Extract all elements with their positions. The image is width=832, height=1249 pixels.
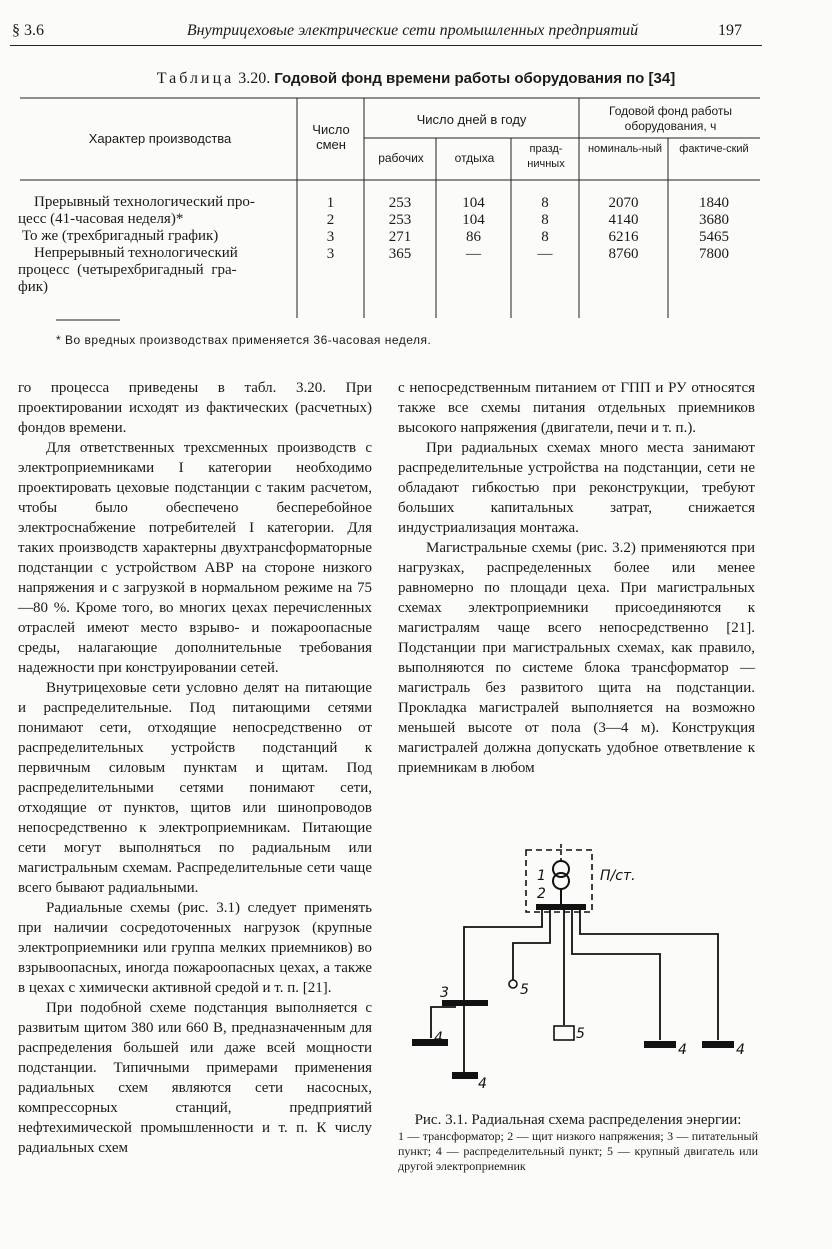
left-column [18, 378, 372, 1158]
lv-board [536, 904, 586, 910]
right-column [398, 378, 755, 778]
row1-holidays-b: 8 [541, 212, 549, 228]
running-title: Внутрицеховые электрические сети промышленных предприятий [186, 22, 639, 39]
row1-text-line2: цесс (41-часовая неделя)* [18, 211, 184, 227]
label-5: 5 [576, 1026, 585, 1042]
label-1: 1 [537, 868, 546, 884]
header-actual: фактиче-ский [679, 143, 749, 155]
figure-caption [398, 1112, 758, 1174]
row1-holidays-a: 8 [541, 195, 549, 211]
distribution-point-symbol [452, 1072, 478, 1079]
row2-nominal: 6216 [608, 229, 639, 245]
paragraph: При радиальных схемах много места занимают распределительные устройства на подстанции, сети не обладают гибкостью при реконструкции, требуют больших капитальных затрат, снижается индустриализация монтажа. [398, 440, 755, 536]
header-nominal: номиналь-ный [587, 143, 663, 155]
row1-shifts-a: 1 [326, 195, 335, 211]
header-fund: Годовой фонд работы оборудования, ч [609, 104, 732, 133]
paragraph: Внутрицеховые сети условно делят на питающие и распределительные. Под питающими сетями понимают сети, отходящие непосредственно от распределительных устройств подстанций к первичным силовым пунктам и щитам. Под распределительными сетями понимают сети, отходящие от пунктов, щитов или шинопроводов непосредственно к электроприемникам. Питающие сети могут выполняться по радиальным или магистральным схемам. Распределительные сети чаще всего бывают радиальными. [18, 680, 372, 896]
label-5: 5 [520, 982, 529, 998]
figure-caption-legend: 1 — трансформатор; 2 — щит низкого напряжения; 3 — питательный пункт; 4 — распределительный пункт; 5 — крупный двигатель или другой электроприемник [398, 1129, 758, 1173]
table-number: 3.20. [238, 70, 271, 87]
row3-text-line2: процесс (четырехбригадный гра- [18, 262, 237, 278]
row2-text: То же (трехбригадный график) [22, 228, 219, 244]
label-substation: П/ст. [600, 868, 636, 884]
row1-text-line1: Прерывный технологический про- [34, 194, 255, 210]
label-3: 3 [440, 985, 449, 1001]
header-days: Число дней в году [416, 112, 527, 127]
transformer-symbol [553, 861, 569, 904]
motor-symbol [509, 980, 517, 988]
row2-holidays: 8 [541, 229, 549, 245]
row1-working-b: 253 [388, 212, 412, 228]
section-number: § 3.6 [12, 22, 44, 39]
header-rest: отдыха [454, 151, 495, 165]
row3-rest: — [466, 246, 481, 262]
row1-actual-b: 3680 [699, 212, 729, 228]
label-4: 4 [736, 1042, 745, 1058]
page-number: 197 [718, 22, 742, 39]
row2-actual: 5465 [699, 229, 729, 245]
row1-actual-a: 1840 [699, 195, 729, 211]
header-holidays: празд-ничных [527, 143, 565, 170]
row1-rest-b: 104 [462, 212, 485, 228]
table-footnote: * Во вредных производствах применяется 36-часовая неделя. [56, 333, 432, 347]
row3-nominal: 8760 [608, 246, 639, 262]
header-shifts: Число смен [312, 122, 350, 152]
paragraph: с непосредственным питанием от ГПП и РУ относятся также все схемы питания отдельных приемников высокого напряжения (двигатели, печи и т. п.). [398, 380, 755, 436]
header-working: рабочих [378, 151, 424, 165]
paragraph: При подобной схеме подстанция выполняется с развитым щитом 380 или 660 В, предназначенным для распределения большей или даже всей мощности подстанции. Типичными примерами применения радиальных схем являются сети насосных, компрессорных станций, предприятий нефтехимической промышленности и т. п. К числу радиальных схем [18, 1000, 372, 1156]
row3-holidays: — [537, 246, 553, 262]
distribution-point-symbol [702, 1041, 734, 1048]
label-2: 2 [537, 886, 546, 902]
row3-actual: 7800 [699, 246, 729, 262]
row3-text-line1: Непрерывный технологический [34, 245, 238, 261]
receiver-symbol [554, 1026, 574, 1040]
row1-working-a: 253 [388, 195, 412, 211]
substation-boundary [526, 850, 592, 912]
label-4: 4 [434, 1030, 443, 1046]
table-label: Таблица [156, 70, 235, 87]
paragraph: го процесса приведены в табл. 3.20. При проектировании исходят из фактических (расчетных) фондов времени. [18, 380, 372, 436]
table-grid [0, 0, 832, 340]
paragraph: Для ответственных трехсменных производств с электроприемниками I категории необходимо проектировать цеховые подстанции с таким расчетом, чтобы было обеспечено бесперебойное электроснабжение потребителей I категории. Для таких производств характерны двухтрансформаторные подстанции с устройством АВР на стороне низкого напряжения и с загрузкой в нормальном режиме на 75—80 %. Кроме того, во многих цехах перечисленных отраслей имеют место взрыво- и пожароопасные среды, налагающие дополнительные требования надежности при конструировании сетей. [18, 440, 372, 676]
row1-rest-a: 104 [462, 195, 485, 211]
label-4: 4 [678, 1042, 687, 1058]
row1-nominal-b: 4140 [608, 212, 639, 228]
row3-working: 365 [388, 246, 412, 262]
table-title: Годовой фонд времени работы оборудования по [34] [274, 70, 676, 87]
row3-shifts: 3 [326, 246, 335, 262]
row2-shifts: 3 [326, 229, 335, 245]
figure-caption-title: Рис. 3.1. Радиальная схема распределения энергии: [414, 1112, 742, 1128]
row1-nominal-a: 2070 [608, 195, 639, 211]
row2-working: 271 [388, 229, 412, 245]
paragraph: Магистральные схемы (рис. 3.2) применяются при нагрузках, распределенных более или менее равномерно по площади цеха. При магистральных схемах электроприемники присоединяются к магистралям чаще всего непосредственно [21]. Подстанции при магистральных схемах, как правило, выполняются по системе блока трансформатор — магистраль без развитого щита на подстанции. Прокладка магистралей выполняется на возможно меньшей высоте от пола (3—4 м). Конструкция магистралей должна допускать удобное ответвление к приемникам в любом [398, 540, 755, 776]
paragraph: Радиальные схемы (рис. 3.1) следует применять при наличии сосредоточенных нагрузок (крупные электроприемники или группа мелких приемников) во взрывоопасных, иногда пожароопасных цехах, а также в цехах с химически активной средой и т. п. [21]. [18, 900, 372, 996]
row3-text-line3: фик) [18, 279, 49, 295]
radial-scheme-diagram [398, 842, 758, 1097]
header-production: Характер производства [88, 131, 232, 146]
label-4: 4 [478, 1076, 487, 1092]
distribution-point-symbol [644, 1041, 676, 1048]
row2-rest: 86 [466, 229, 481, 245]
row1-shifts-b: 2 [326, 212, 335, 228]
